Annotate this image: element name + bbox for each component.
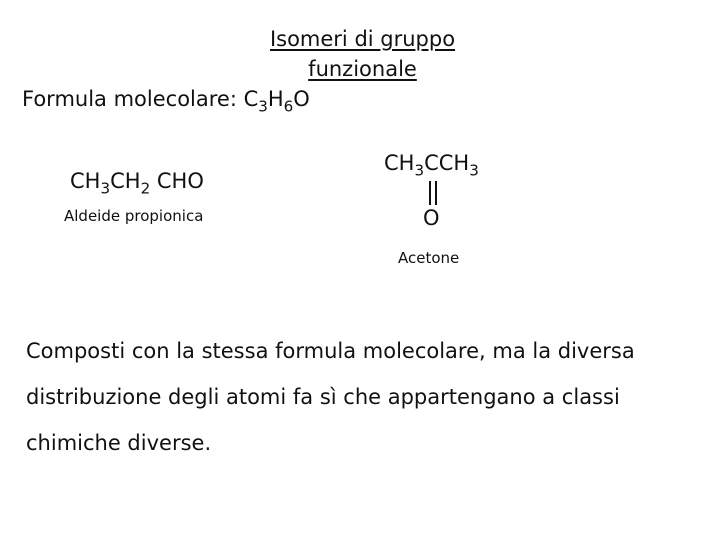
formula-sub-c: 3: [258, 97, 268, 116]
ketone-sub-1: 3: [414, 161, 425, 180]
aldehyde-sub-2: 2: [140, 179, 151, 198]
molecular-formula: [22, 87, 310, 116]
description: [26, 328, 666, 466]
formula-o: O: [293, 87, 310, 111]
description-line-1: Composti con la stessa formula molecolare, ma la diversa: [26, 339, 635, 363]
ketone-name: Acetone: [398, 249, 460, 267]
description-line-3: chimiche diverse.: [26, 431, 212, 455]
formula-h: H: [267, 87, 284, 111]
formula-sub-h: 6: [283, 97, 294, 116]
ketone-oxygen: O: [423, 206, 440, 230]
double-bond: [429, 181, 437, 205]
ketone-cch: CCH: [424, 151, 470, 175]
aldehyde-formula: [70, 169, 204, 198]
ketone-formula: [384, 151, 479, 180]
aldehyde-ch2: CH: [110, 169, 141, 193]
ketone-ch: CH: [384, 151, 415, 175]
aldehyde-ch: CH: [70, 169, 101, 193]
ketone-sub-2: 3: [469, 161, 479, 180]
description-line-2: distribuzione degli atomi fa sì che appartengano a classi: [26, 385, 620, 409]
aldehyde-sub-1: 3: [100, 179, 111, 198]
aldehyde-name: Aldeide propionica: [64, 207, 204, 225]
formula-label: Formula molecolare: C: [22, 87, 259, 111]
title-line-1: Isomeri di gruppo: [269, 27, 456, 51]
title-line-2: funzionale: [308, 57, 417, 81]
aldehyde-cho: CHO: [150, 169, 204, 193]
